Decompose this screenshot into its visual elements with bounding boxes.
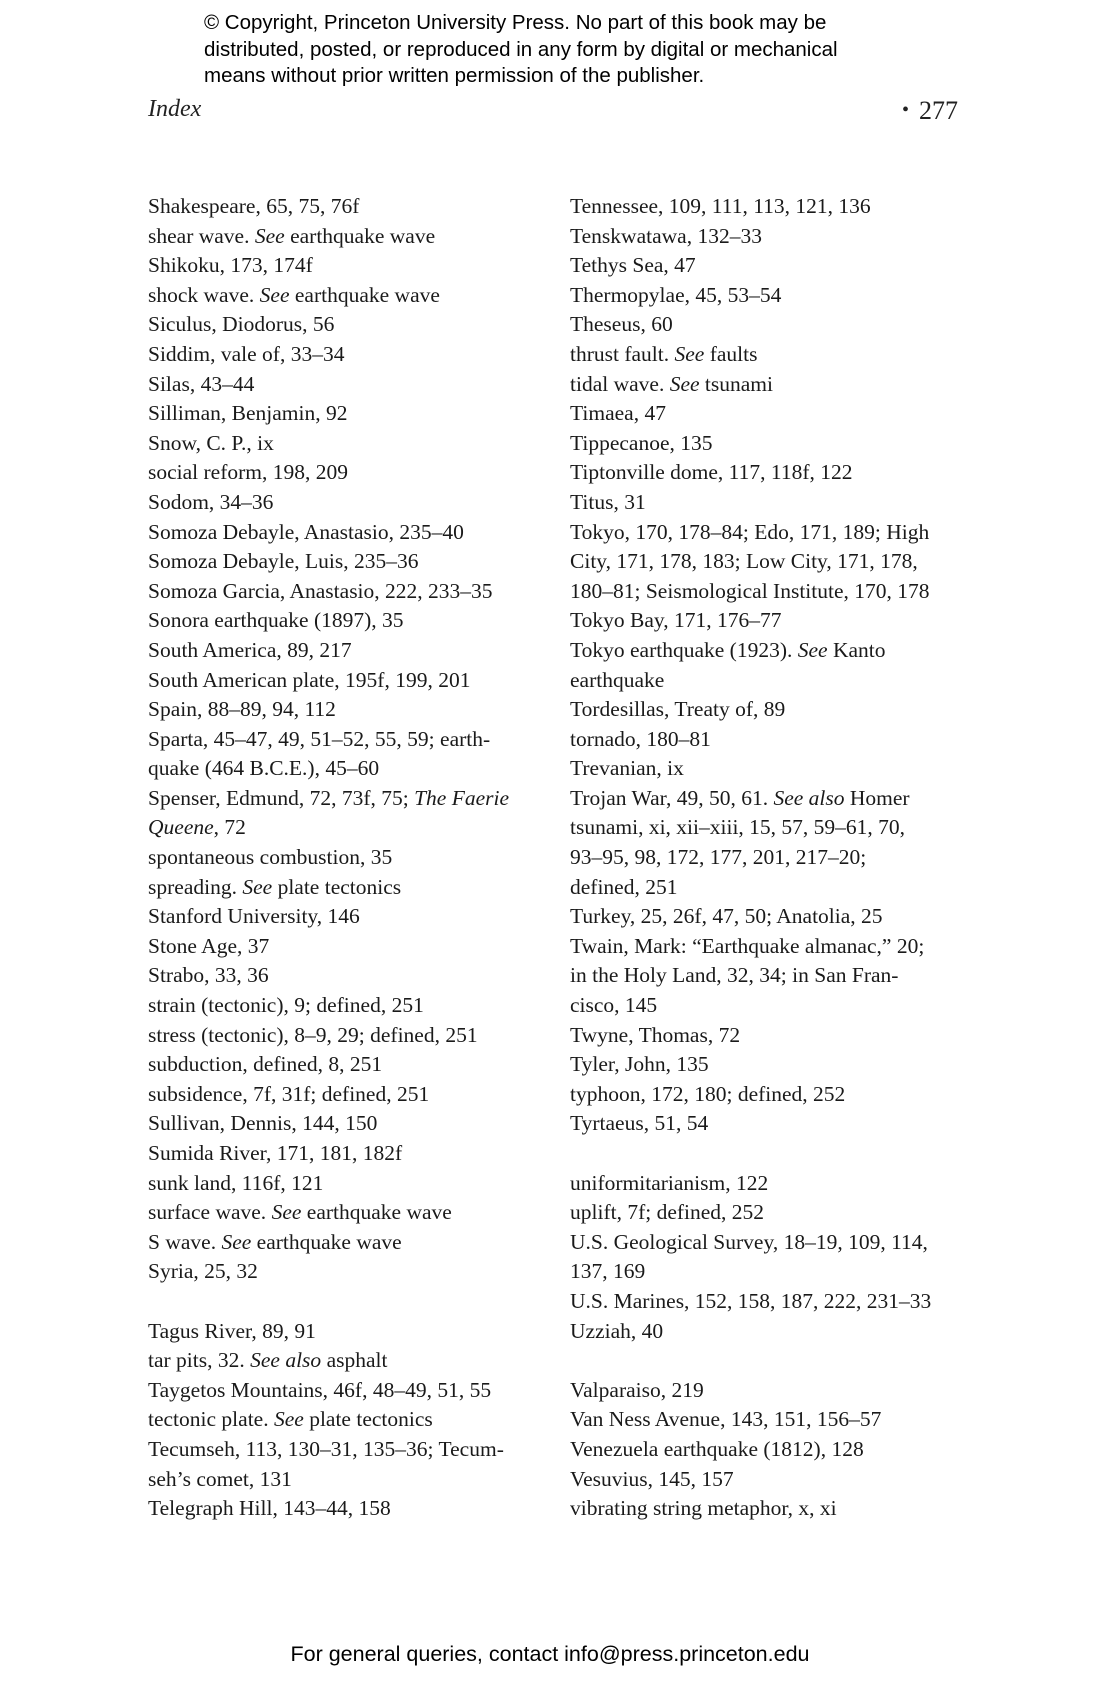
- entry-text: Uzziah, 40: [570, 1318, 664, 1343]
- index-entry-line: [148, 1080, 568, 1110]
- entry-text: subsidence, 7f, 31f; defined, 251: [148, 1081, 430, 1106]
- letter-group-gap: [570, 1346, 970, 1376]
- index-entry-line: [148, 518, 568, 548]
- index-entry: [570, 1465, 970, 1495]
- entry-text: in the Holy Land, 32, 34; in San Fran-: [570, 963, 899, 988]
- entry-text: Tokyo, 170, 178–84; Edo, 171, 189; High: [570, 519, 930, 544]
- entry-text: Spain, 88–89, 94, 112: [148, 697, 336, 722]
- page-number: 277: [919, 96, 958, 125]
- index-entry: [148, 1346, 568, 1376]
- index-entry: [570, 1376, 970, 1406]
- index-entry-line: [148, 1465, 568, 1495]
- entry-text: Siculus, Diodorus, 56: [148, 312, 335, 337]
- entry-text: Tethys Sea, 47: [570, 253, 696, 278]
- index-entry-line: [148, 1139, 568, 1169]
- entry-text: Tiptonville dome, 117, 118f, 122: [570, 460, 853, 485]
- index-entry: [148, 429, 568, 459]
- index-entry-line: [570, 932, 970, 962]
- index-entry-line: [148, 1169, 568, 1199]
- entry-text: City, 171, 178, 183; Low City, 171, 178,: [570, 549, 918, 574]
- entry-text: Somoza Debayle, Anastasio, 235–40: [148, 519, 464, 544]
- index-entry: [570, 192, 970, 222]
- index-entry-line: [570, 1080, 970, 1110]
- index-entry: [148, 340, 568, 370]
- index-entry-line: [570, 991, 970, 1021]
- index-entry: [148, 1228, 568, 1258]
- index-entry: [148, 902, 568, 932]
- index-entry-line: [148, 754, 568, 784]
- cross-reference-text: See: [674, 341, 705, 366]
- entry-text: Shikoku, 173, 174f: [148, 253, 313, 278]
- entry-text: Stone Age, 37: [148, 933, 270, 958]
- entry-text: defined, 251: [570, 874, 678, 899]
- index-entry-line: [148, 1228, 568, 1258]
- letter-group-gap: [570, 1139, 970, 1169]
- index-entry: [570, 370, 970, 400]
- index-entry-line: [570, 192, 970, 222]
- entry-text: Telegraph Hill, 143–44, 158: [148, 1496, 391, 1521]
- index-entry: [570, 281, 970, 311]
- index-entry-line: [148, 902, 568, 932]
- index-entry: [148, 1405, 568, 1435]
- entry-text: Spenser, Edmund, 72, 73f, 75;: [148, 785, 415, 810]
- index-entry-line: [148, 725, 568, 755]
- entry-text: Siddim, vale of, 33–34: [148, 341, 345, 366]
- index-entry: [570, 1198, 970, 1228]
- index-entry: [148, 1317, 568, 1347]
- index-entry-line: [148, 370, 568, 400]
- footer-contact: For general queries, contact info@press.princeton.edu: [290, 1642, 810, 1666]
- entry-text: Tokyo Bay, 171, 176–77: [570, 608, 782, 633]
- index-entry: [570, 1050, 970, 1080]
- index-entry-line: [148, 1050, 568, 1080]
- index-entry-line: [570, 1435, 970, 1465]
- entry-text: Van Ness Avenue, 143, 151, 156–57: [570, 1407, 882, 1432]
- entry-text: shock wave.: [148, 282, 260, 307]
- index-entry: [148, 222, 568, 252]
- entry-text: stress (tectonic), 8–9, 29; defined, 251: [148, 1022, 478, 1047]
- index-entry-line: [148, 843, 568, 873]
- index-entry: [570, 902, 970, 932]
- entry-text: typhoon, 172, 180; defined, 252: [570, 1081, 846, 1106]
- entry-text: Silliman, Benjamin, 92: [148, 401, 348, 426]
- entry-text: Venezuela earthquake (1812), 128: [570, 1436, 864, 1461]
- index-entry: [570, 606, 970, 636]
- index-entry: [570, 695, 970, 725]
- entry-text: Tenskwatawa, 132–33: [570, 223, 762, 248]
- index-entry: [148, 577, 568, 607]
- entry-text: Theseus, 60: [570, 312, 673, 337]
- index-entry-line: [570, 577, 970, 607]
- index-entry: [570, 340, 970, 370]
- index-entry: [148, 725, 568, 784]
- index-entry-line: [570, 458, 970, 488]
- index-entry-line: [570, 1317, 970, 1347]
- entry-text: Tordesillas, Treaty of, 89: [570, 697, 786, 722]
- index-entry: [148, 843, 568, 873]
- index-entry-line: [148, 991, 568, 1021]
- entry-text: Tagus River, 89, 91: [148, 1318, 316, 1343]
- index-entry: [148, 961, 568, 991]
- index-entry: [148, 281, 568, 311]
- entry-text: tidal wave.: [570, 371, 670, 396]
- index-entry: [148, 1021, 568, 1051]
- index-entry-line: [148, 784, 568, 814]
- index-entry-line: [570, 518, 970, 548]
- index-entry-line: [148, 961, 568, 991]
- entry-text: uniformitarianism, 122: [570, 1170, 769, 1195]
- index-entry-line: [148, 695, 568, 725]
- index-entry: [570, 1317, 970, 1347]
- index-entry: [570, 1405, 970, 1435]
- entry-text: Somoza Debayle, Luis, 235–36: [148, 549, 419, 574]
- entry-text: earthquake wave: [289, 282, 440, 307]
- entry-text: Sonora earthquake (1897), 35: [148, 608, 404, 633]
- entry-text: tsunami, xi, xii–xiii, 15, 57, 59–61, 70,: [570, 815, 906, 840]
- entry-text: shear wave.: [148, 223, 255, 248]
- index-entry: [570, 399, 970, 429]
- index-entry-line: [570, 1405, 970, 1435]
- index-entry-line: [148, 222, 568, 252]
- entry-text: earthquake wave: [284, 223, 436, 248]
- entry-text: seh’s comet, 131: [148, 1466, 292, 1491]
- index-entry: [148, 1376, 568, 1406]
- index-entry: [148, 636, 568, 666]
- index-entry-line: [570, 370, 970, 400]
- index-entry: [570, 784, 970, 814]
- entry-text: Vesuvius, 145, 157: [570, 1466, 734, 1491]
- index-entry: [570, 251, 970, 281]
- index-entry-line: [148, 429, 568, 459]
- index-entry-line: [570, 606, 970, 636]
- index-entry: [148, 251, 568, 281]
- index-entry: [570, 458, 970, 488]
- index-entry-line: [148, 1435, 568, 1465]
- entry-text: Twain, Mark: “Earthquake almanac,” 20;: [570, 933, 925, 958]
- index-entry-line: [148, 281, 568, 311]
- entry-text: asphalt: [321, 1348, 388, 1373]
- entry-text: Sodom, 34–36: [148, 489, 274, 514]
- bullet-icon: •: [901, 99, 909, 121]
- cross-reference-text: See: [271, 1200, 302, 1225]
- index-entry-line: [570, 754, 970, 784]
- index-entry-line: [148, 606, 568, 636]
- index-entry: [148, 991, 568, 1021]
- index-entry: [148, 1139, 568, 1169]
- entry-text: 180–81; Seismological Institute, 170, 178: [570, 578, 930, 603]
- cross-reference-text: See: [669, 371, 700, 396]
- index-entry-line: [570, 1169, 970, 1199]
- entry-text: Trojan War, 49, 50, 61.: [570, 785, 774, 810]
- cross-reference-text: See: [221, 1229, 252, 1254]
- entry-text: Tecumseh, 113, 130–31, 135–36; Tecum-: [148, 1436, 504, 1461]
- index-entry-line: [148, 310, 568, 340]
- index-entry: [570, 1021, 970, 1051]
- index-entry-line: [570, 547, 970, 577]
- index-entry-line: [148, 458, 568, 488]
- entry-text: earthquake: [570, 667, 665, 692]
- entry-text: faults: [704, 341, 758, 366]
- copyright-line: © Copyright, Princeton University Press. No part of this book may be: [204, 11, 827, 34]
- index-entry-line: [148, 636, 568, 666]
- index-entry: [148, 1494, 568, 1524]
- cross-reference-text: See also: [773, 785, 845, 810]
- index-entry-line: [570, 1021, 970, 1051]
- index-entry: [570, 725, 970, 755]
- index-entry: [570, 429, 970, 459]
- index-entry-line: [148, 192, 568, 222]
- entry-text: S wave.: [148, 1229, 222, 1254]
- cross-reference-text: See: [242, 874, 273, 899]
- copyright-line: means without prior written permission of the publisher.: [204, 64, 705, 87]
- entry-text: Valparaiso, 219: [570, 1377, 704, 1402]
- index-entry: [570, 1228, 970, 1287]
- cross-reference-text: See: [797, 637, 828, 662]
- entry-text: Titus, 31: [570, 489, 646, 514]
- entry-text: strain (tectonic), 9; defined, 251: [148, 993, 424, 1018]
- index-entry: [148, 547, 568, 577]
- index-entry-line: [570, 1376, 970, 1406]
- index-entry: [570, 754, 970, 784]
- index-entry: [148, 370, 568, 400]
- index-entry: [148, 518, 568, 548]
- page-number-block: [902, 96, 958, 126]
- entry-text: Twyne, Thomas, 72: [570, 1022, 741, 1047]
- entry-text: subduction, defined, 8, 251: [148, 1052, 383, 1077]
- index-entry-line: [570, 784, 970, 814]
- index-entry-line: [570, 340, 970, 370]
- entry-text: Syria, 25, 32: [148, 1259, 258, 1284]
- entry-text: Tippecanoe, 135: [570, 430, 713, 455]
- entry-text: surface wave.: [148, 1200, 272, 1225]
- entry-text: Trevanian, ix: [570, 756, 684, 781]
- index-entry-line: [570, 1287, 970, 1317]
- index-entry: [148, 399, 568, 429]
- entry-text: Tokyo earthquake (1923).: [570, 637, 798, 662]
- index-entry-line: [148, 488, 568, 518]
- index-entry-line: [570, 399, 970, 429]
- index-entry-line: [148, 1405, 568, 1435]
- entry-text: earthquake wave: [251, 1229, 402, 1254]
- entry-text: Snow, C. P., ix: [148, 430, 274, 455]
- entry-text: South America, 89, 217: [148, 637, 352, 662]
- index-entry: [148, 932, 568, 962]
- index-entry: [148, 1080, 568, 1110]
- index-entry: [570, 1080, 970, 1110]
- index-entry-line: [570, 488, 970, 518]
- entry-text: tornado, 180–81: [570, 726, 711, 751]
- entry-text: spreading.: [148, 874, 243, 899]
- index-entry: [570, 1494, 970, 1524]
- cross-reference-text: The Faerie: [414, 785, 510, 810]
- index-entry-line: [148, 1198, 568, 1228]
- index-entry: [570, 488, 970, 518]
- index-entry-line: [570, 636, 970, 666]
- index-entry: [148, 695, 568, 725]
- entry-text: tar pits, 32.: [148, 1348, 251, 1373]
- entry-text: tectonic plate.: [148, 1407, 274, 1432]
- index-entry-line: [148, 1346, 568, 1376]
- copyright-line: distributed, posted, or reproduced in any form by digital or mechanical: [204, 37, 838, 61]
- index-entry: [570, 1287, 970, 1317]
- index-entry-line: [570, 843, 970, 873]
- index-entry: [148, 458, 568, 488]
- entry-text: Thermopylae, 45, 53–54: [570, 282, 782, 307]
- index-entry-line: [148, 873, 568, 903]
- index-entry: [570, 636, 970, 695]
- index-entry: [148, 606, 568, 636]
- index-entry: [148, 1257, 568, 1287]
- entry-text: Turkey, 25, 26f, 47, 50; Anatolia, 25: [570, 904, 883, 929]
- entry-text: cisco, 145: [570, 993, 658, 1018]
- index-entry-line: [570, 1257, 970, 1287]
- index-entry-line: [570, 1050, 970, 1080]
- entry-text: Tyler, John, 135: [570, 1052, 709, 1077]
- entry-text: 137, 169: [570, 1259, 646, 1284]
- entry-text: thrust fault.: [570, 341, 675, 366]
- entry-text: Shakespeare, 65, 75, 76f: [148, 194, 360, 218]
- index-entry-line: [148, 251, 568, 281]
- index-entry-line: [148, 399, 568, 429]
- index-entry-line: [570, 961, 970, 991]
- entry-text: plate tectonics: [303, 1407, 433, 1432]
- index-entry: [148, 666, 568, 696]
- entry-text: Silas, 43–44: [148, 371, 255, 396]
- index-entry-line: [148, 932, 568, 962]
- index-entry-line: [570, 666, 970, 696]
- index-entry-line: [570, 725, 970, 755]
- entry-text: Somoza Garcia, Anastasio, 222, 233–35: [148, 578, 493, 603]
- index-entry: [148, 1050, 568, 1080]
- index-entry: [148, 1435, 568, 1494]
- index-entry-line: [570, 1228, 970, 1258]
- index-entry-line: [570, 310, 970, 340]
- index-entry-line: [148, 1257, 568, 1287]
- index-entry-line: [148, 1109, 568, 1139]
- entry-text: vibrating string metaphor, x, xi: [570, 1496, 837, 1521]
- index-entry-line: [148, 813, 568, 843]
- index-entry-line: [148, 340, 568, 370]
- index-entry-line: [570, 1109, 970, 1139]
- entry-text: Sumida River, 171, 181, 182f: [148, 1141, 403, 1165]
- entry-text: Homer: [844, 785, 910, 810]
- index-column-left: [148, 192, 568, 1524]
- cross-reference-text: See also: [250, 1348, 322, 1373]
- index-entry: [570, 518, 970, 607]
- index-entry-line: [148, 577, 568, 607]
- cross-reference-text: Queene: [148, 815, 214, 840]
- entry-text: U.S. Geological Survey, 18–19, 109, 114,: [570, 1229, 928, 1254]
- index-entry: [570, 932, 970, 1021]
- entry-text: earthquake wave: [301, 1200, 452, 1225]
- entry-text: Strabo, 33, 36: [148, 963, 269, 988]
- index-entry-line: [570, 902, 970, 932]
- entry-text: tsunami: [699, 371, 774, 396]
- index-entry: [148, 1198, 568, 1228]
- index-entry: [148, 1169, 568, 1199]
- index-entry: [148, 192, 568, 222]
- index-column-right: [570, 192, 970, 1524]
- entry-text: plate tectonics: [272, 874, 402, 899]
- index-entry-line: [570, 813, 970, 843]
- index-entry: [148, 488, 568, 518]
- index-entry-line: [148, 1021, 568, 1051]
- entry-text: quake (464 B.C.E.), 45–60: [148, 756, 380, 781]
- index-entry-line: [570, 251, 970, 281]
- index-entry-line: [148, 1376, 568, 1406]
- cross-reference-text: See: [273, 1407, 304, 1432]
- copyright-notice: [204, 10, 964, 90]
- index-entry-line: [570, 1465, 970, 1495]
- entry-text: sunk land, 116f, 121: [148, 1170, 324, 1195]
- index-entry: [570, 1109, 970, 1139]
- index-entry-line: [148, 547, 568, 577]
- entry-text: social reform, 198, 209: [148, 460, 349, 485]
- index-entry-line: [570, 873, 970, 903]
- entry-text: Sparta, 45–47, 49, 51–52, 55, 59; earth-: [148, 726, 491, 751]
- entry-text: uplift, 7f; defined, 252: [570, 1200, 765, 1225]
- letter-group-gap: [148, 1287, 568, 1317]
- entry-text: Kanto: [827, 637, 886, 662]
- index-entry: [148, 1109, 568, 1139]
- cross-reference-text: See: [254, 223, 285, 248]
- entry-text: U.S. Marines, 152, 158, 187, 222, 231–33: [570, 1288, 932, 1313]
- entry-text: 93–95, 98, 172, 177, 201, 217–20;: [570, 845, 867, 870]
- entry-text: Taygetos Mountains, 46f, 48–49, 51, 55: [148, 1377, 492, 1402]
- index-entry: [570, 222, 970, 252]
- index-entry-line: [570, 281, 970, 311]
- index-entry: [570, 1435, 970, 1465]
- index-entry: [148, 310, 568, 340]
- index-entry: [570, 1169, 970, 1199]
- index-entry-line: [148, 666, 568, 696]
- entry-text: Tyrtaeus, 51, 54: [570, 1111, 709, 1136]
- index-entry-line: [148, 1317, 568, 1347]
- entry-text: Tennessee, 109, 111, 113, 121, 136: [570, 194, 871, 218]
- index-entry-line: [570, 695, 970, 725]
- index-entry-line: [570, 1494, 970, 1524]
- index-entry: [570, 310, 970, 340]
- index-entry-line: [570, 1198, 970, 1228]
- index-entry-line: [570, 429, 970, 459]
- index-entry: [570, 813, 970, 902]
- index-entry: [148, 784, 568, 843]
- index-entry-line: [148, 1494, 568, 1524]
- entry-text: , 72: [213, 815, 246, 840]
- entry-text: South American plate, 195f, 199, 201: [148, 667, 471, 692]
- cross-reference-text: See: [259, 282, 290, 307]
- entry-text: spontaneous combustion, 35: [148, 845, 393, 870]
- entry-text: Sullivan, Dennis, 144, 150: [148, 1111, 378, 1136]
- running-head: Index: [148, 96, 202, 122]
- entry-text: Timaea, 47: [570, 401, 666, 426]
- index-entry-line: [570, 222, 970, 252]
- entry-text: Stanford University, 146: [148, 904, 360, 929]
- index-entry: [148, 873, 568, 903]
